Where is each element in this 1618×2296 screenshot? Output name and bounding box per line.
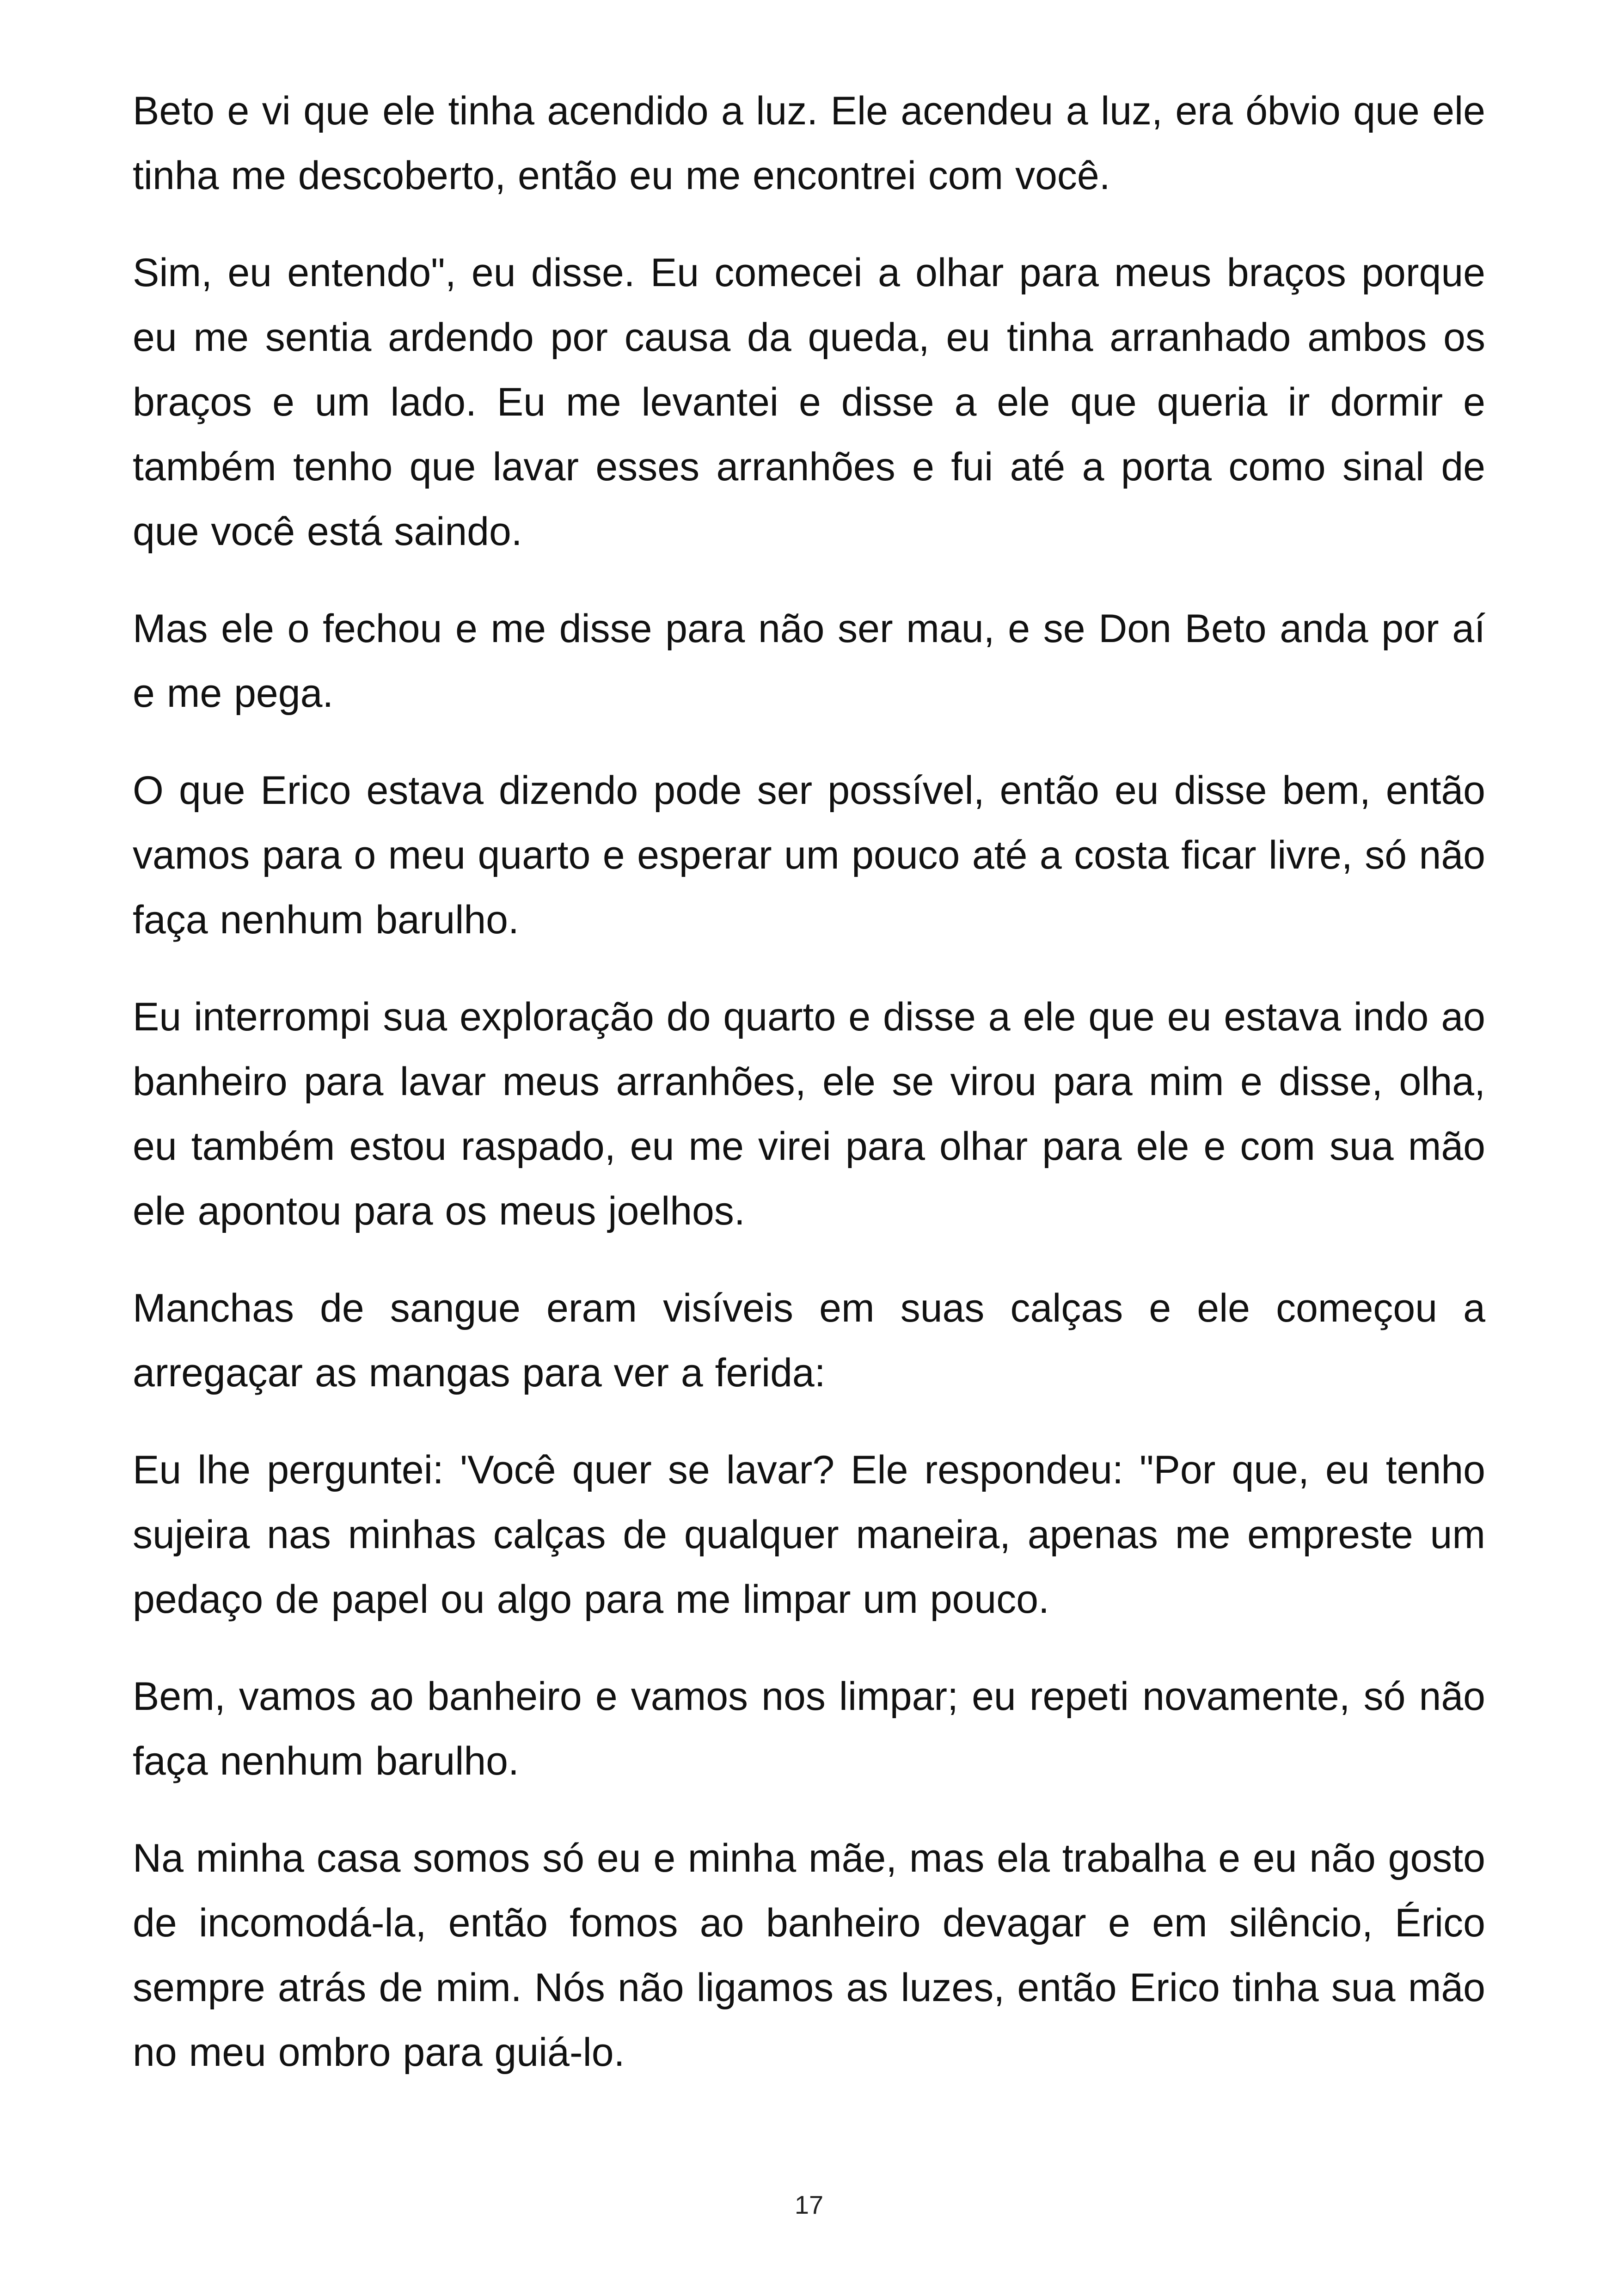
body-text	[133, 79, 1485, 2117]
page-number: 17	[794, 2190, 824, 2219]
paragraph-9: Na minha casa somos só eu e minha mãe, mas ela trabalha e eu não gosto de incomodá-la, então fomos ao banheiro devagar e em silêncio, Érico sempre atrás de mim. Nós não ligamos as luzes, então Erico tinha sua mão no meu ombro para guiá-lo.	[133, 1836, 1485, 2075]
paragraph-3: Mas ele o fechou e me disse para não ser mau, e se Don Beto anda por aí e me pega.	[133, 606, 1485, 716]
paragraph-5: Eu interrompi sua exploração do quarto e disse a ele que eu estava indo ao banheiro para lavar meus arranhões, ele se virou para mim e disse, olha, eu também estou raspado, eu me virei para olhar para ele e com sua mão ele apontou para os meus joelhos.	[133, 995, 1485, 1233]
paragraph-1: Beto e vi que ele tinha acendido a luz. Ele acendeu a luz, era óbvio que ele tinha me descoberto, então eu me encontrei com você.	[133, 89, 1485, 198]
paragraph-8: Bem, vamos ao banheiro e vamos nos limpar; eu repeti novamente, só não faça nenhum barulho.	[133, 1674, 1485, 1783]
paragraph-7: Eu lhe perguntei: 'Você quer se lavar? Ele respondeu: "Por que, eu tenho sujeira nas minhas calças de qualquer maneira, apenas me empreste um pedaço de papel ou algo para me limpar um pouco.	[133, 1448, 1485, 1622]
paragraph-4: O que Erico estava dizendo pode ser possível, então eu disse bem, então vamos para o meu quarto e esperar um pouco até a costa ficar livre, só não faça nenhum barulho.	[133, 768, 1485, 942]
paragraph-6: Manchas de sangue eram visíveis em suas calças e ele começou a arregaçar as mangas para ver a ferida:	[133, 1286, 1485, 1395]
paragraph-2: Sim, eu entendo", eu disse. Eu comecei a olhar para meus braços porque eu me sentia ardendo por causa da queda, eu tinha arranhado ambos os braços e um lado. Eu me levantei e disse a ele que queria ir dormir e também tenho que lavar esses arranhões e fui até a porta como sinal de que você está saindo.	[133, 251, 1485, 554]
